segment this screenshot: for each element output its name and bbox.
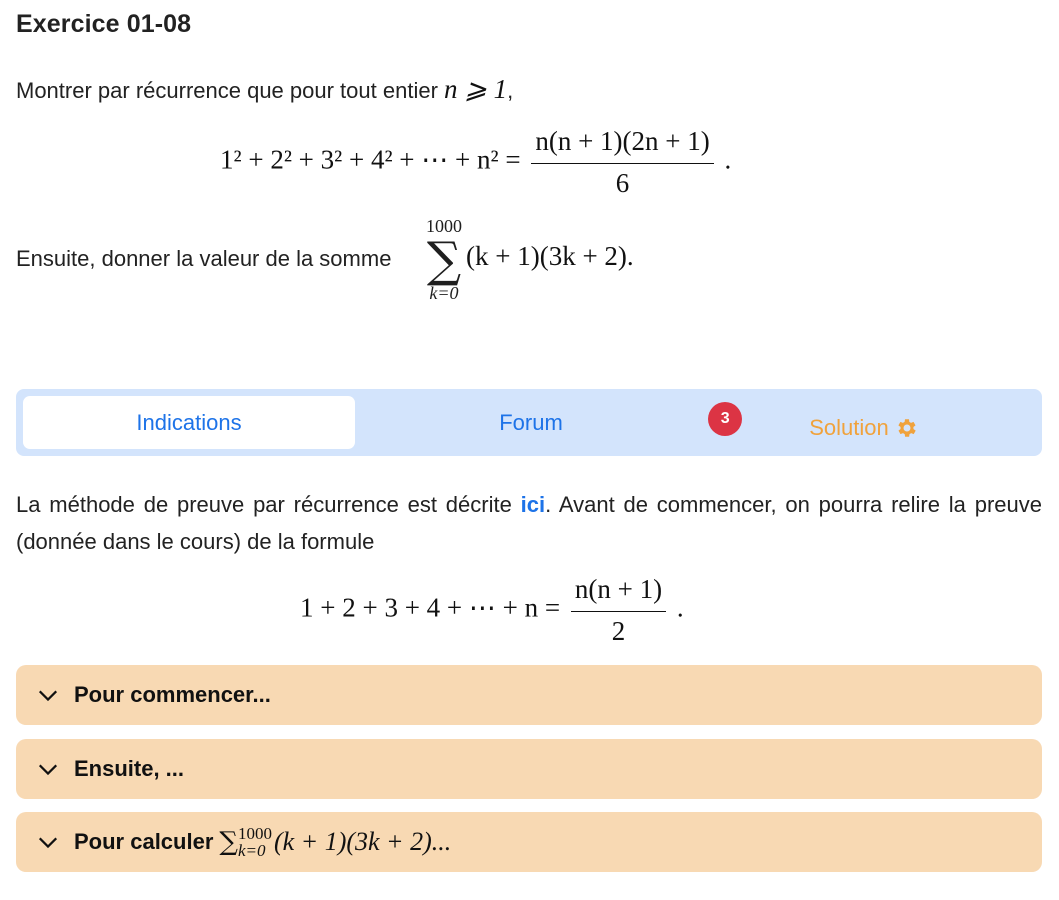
tab-forum-label: Forum [499,409,563,435]
accordion-sum-lower: k=0 [237,841,266,860]
accordion-sum-limits [238,825,272,859]
sum-lower: k=0 [429,283,459,303]
tab-bar [16,389,1042,456]
sum-upper: 1000 [426,216,462,236]
tab-indications-label: Indications [136,409,242,435]
accordion-sum [219,825,451,859]
accordion-ensuite[interactable] [16,739,1042,799]
intro-text: Montrer par récurrence que pour tout entier [16,78,438,103]
hint-formula-end: . [676,592,684,623]
then-text: Ensuite, donner la valeur de la somme [16,246,392,271]
accordion-label: Ensuite, ... [74,756,185,781]
hint-formula [300,574,684,647]
formula-denominator: 6 [615,168,630,198]
accordion-pour-commencer[interactable] [16,665,1042,725]
accordion-sum-upper: 1000 [237,824,272,843]
sum-symbol [419,216,469,304]
chevron-down-icon [37,684,59,706]
sigma-icon: ∑ [219,827,238,857]
hint-paragraph [16,486,1042,560]
tab-solution-label: Solution [809,414,889,440]
hint-formula-numerator: n(n + 1) [571,574,666,612]
accordion-sum-expr: (k + 1)(3k + 2)... [273,827,452,856]
exercise-title: Exercice 01-08 [16,10,192,38]
hint-text-before: La méthode de preuve par récurrence est décrite [16,492,521,517]
intro-end: , [507,78,514,103]
tab-forum[interactable] [365,396,730,449]
accordion-label: Pour commencer... [74,682,271,707]
tab-indications[interactable] [23,396,355,449]
formula-numerator: n(n + 1)(2n + 1) [531,126,713,164]
hint-text-after: . Avant de commencer, on pourra relire la preuve (donnée dans le cours) de la formule [16,492,1042,554]
forum-count-badge: 3 [708,402,742,436]
sum-expression: (k + 1)(3k + 2). [466,241,634,271]
main-formula [220,126,731,199]
formula-fraction [531,126,713,199]
intro-line [16,74,513,105]
accordion-pour-calculer[interactable] [16,812,1042,872]
gear-icon [895,416,919,440]
formula-end: . [724,144,732,175]
chevron-down-icon [37,831,59,853]
sigma-icon: ∑ [426,232,462,288]
formula-lhs: 1² + 2² + 3² + 4² + ⋯ + n² = [220,144,521,175]
hint-formula-denominator: 2 [611,616,626,646]
tab-solution[interactable] [698,401,1030,454]
recurrence-link[interactable]: ici [520,492,546,517]
accordion-label: Pour calculer [74,829,214,854]
hint-formula-lhs: 1 + 2 + 3 + 4 + ⋯ + n = [300,592,561,623]
chevron-down-icon [37,758,59,780]
intro-math: n ⩾ 1 [444,74,508,104]
tab-forum-label-wrap [499,409,730,436]
hint-formula-fraction [571,574,666,647]
